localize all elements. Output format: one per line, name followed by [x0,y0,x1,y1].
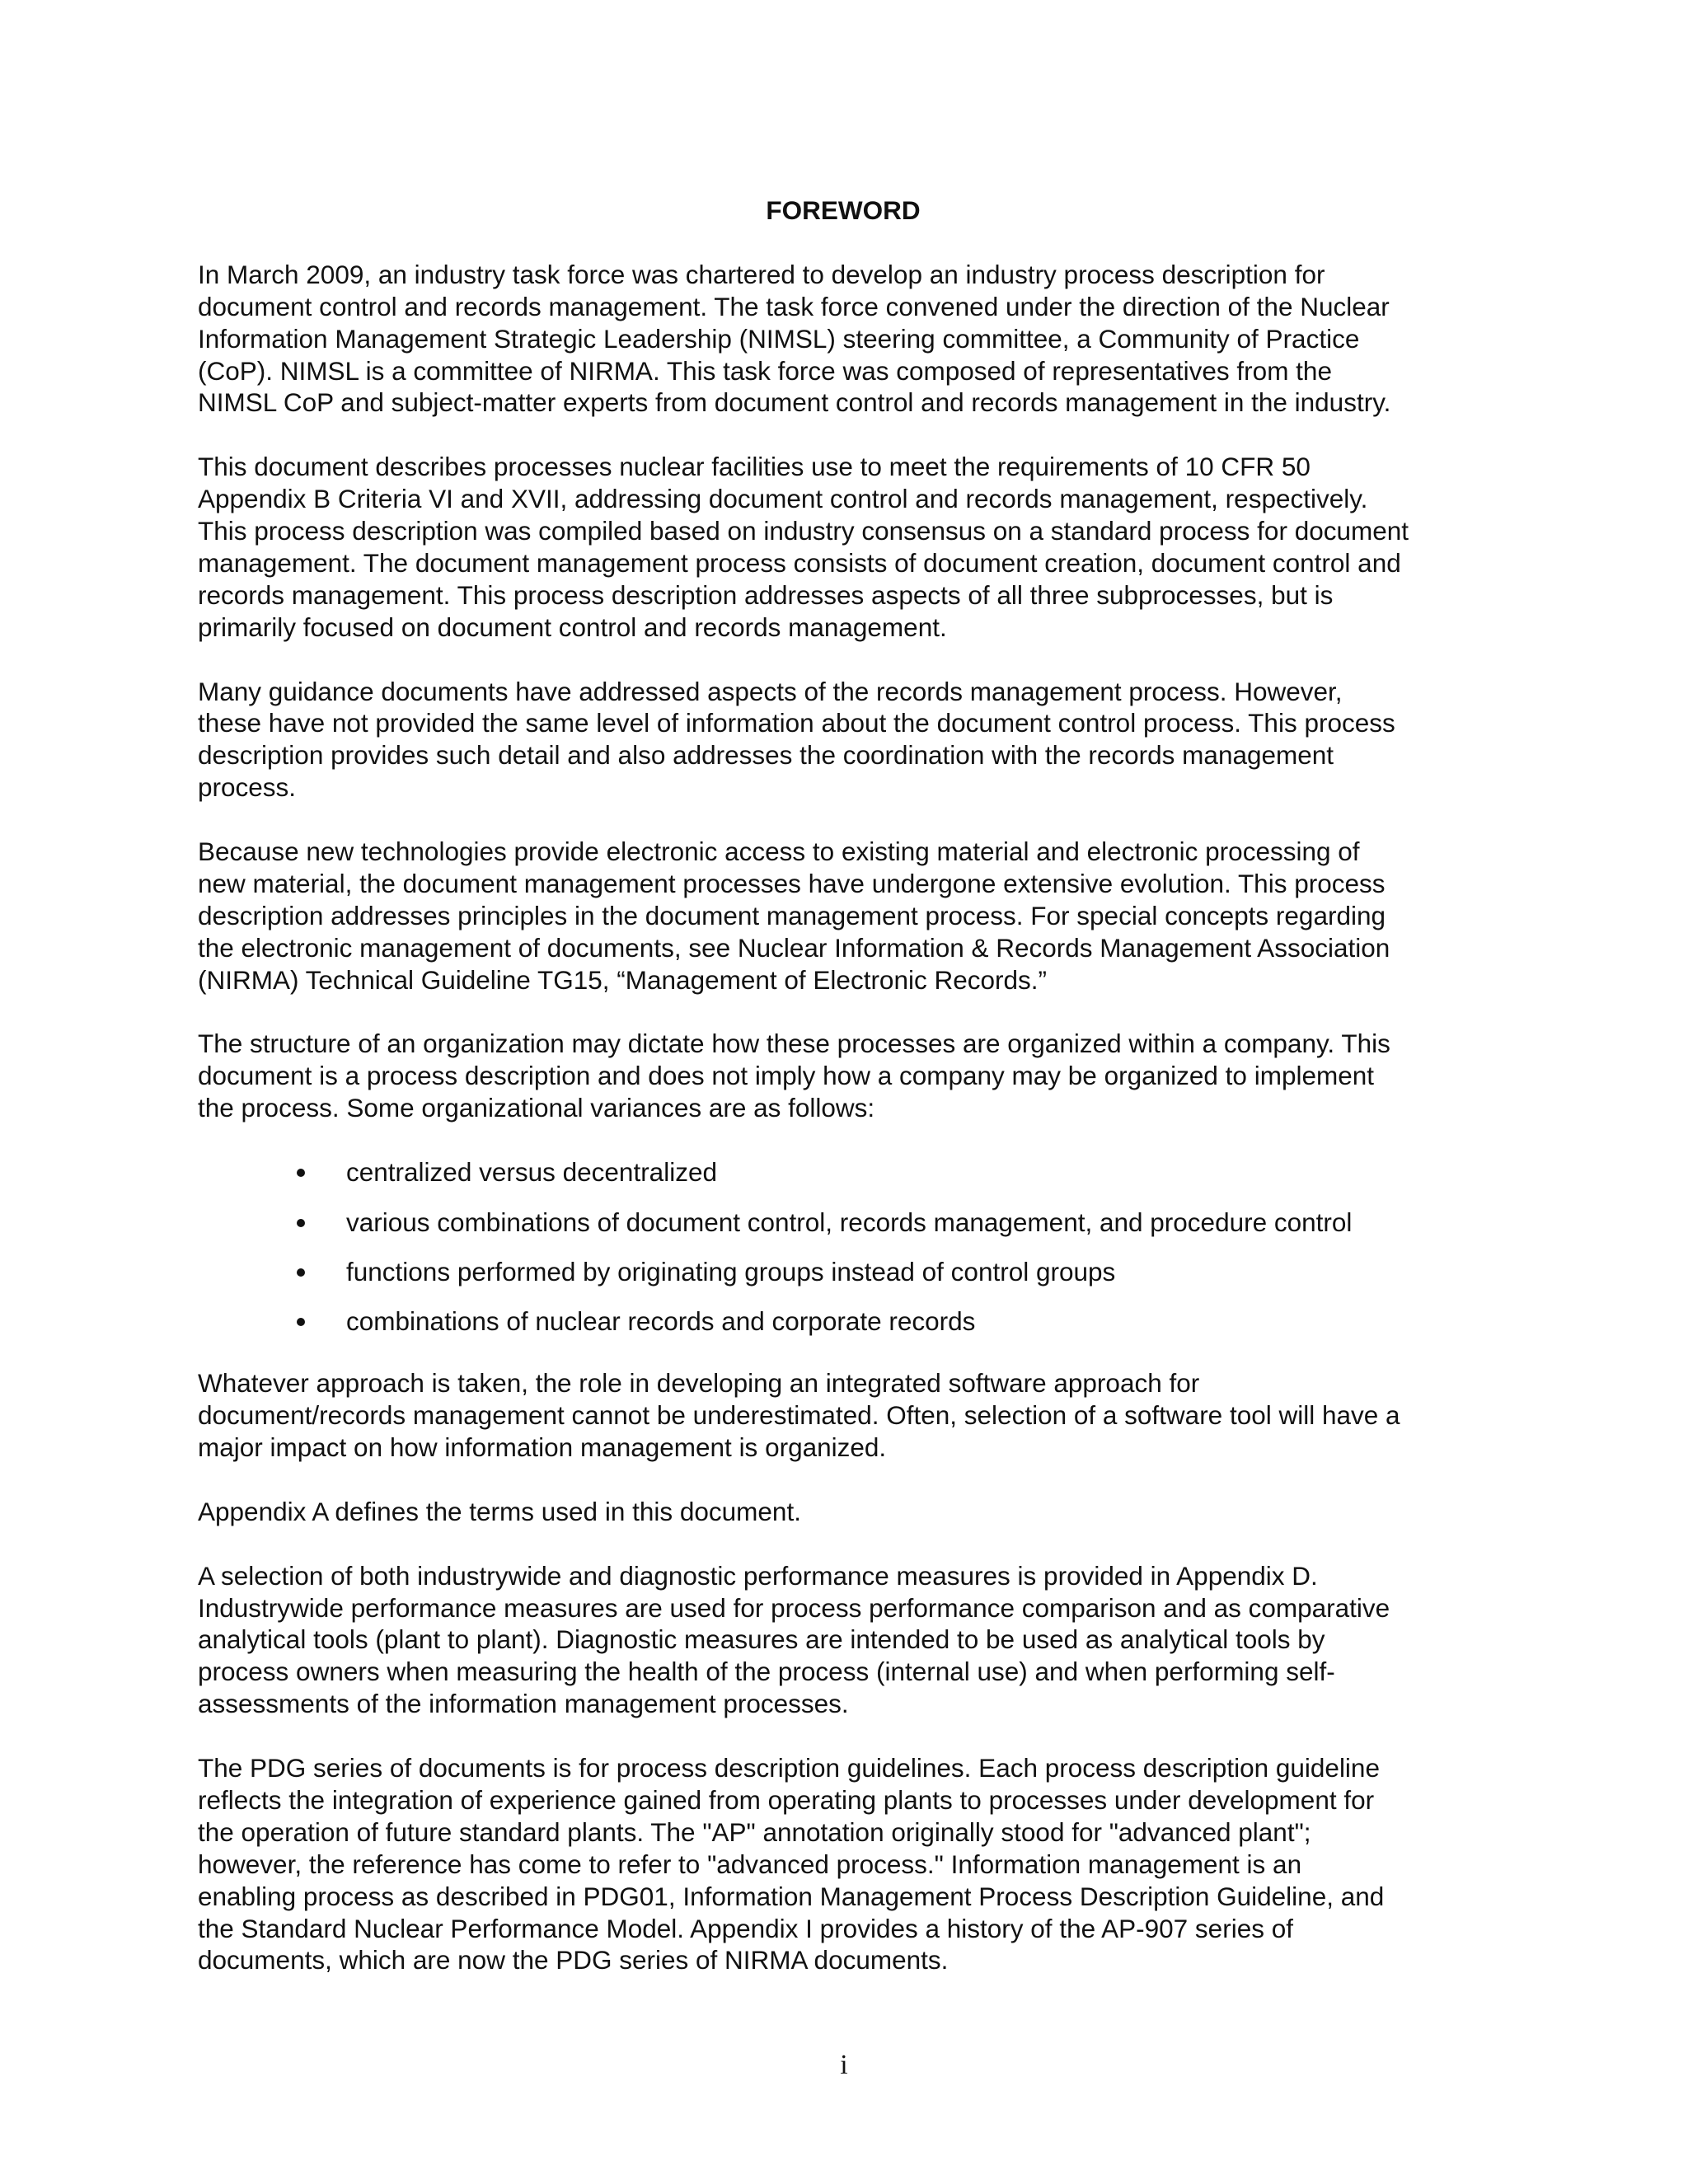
paragraph-guidance-documents [198,676,1488,804]
paragraph-line: NIMSL CoP and subject-matter experts from document control and records management in the industry. [198,387,1391,418]
list-item-text: centralized versus decentralized [346,1157,717,1188]
paragraph-line: document control and records management. The task force convened under the direction of the Nuclear [198,291,1390,321]
list-item-text: combinations of nuclear records and corporate records [346,1306,976,1337]
paragraph-line: The structure of an organization may dictate how these processes are organized within a company. This [198,1029,1390,1059]
paragraph-line: Appendix A defines the terms used in this document. [198,1496,801,1526]
paragraph-line: the process. Some organizational variances are as follows: [198,1093,875,1123]
paragraph-line: primarily focused on document control and records management. [198,612,947,642]
list-item [198,1256,1488,1288]
bullet-icon [297,1318,305,1326]
bullet-icon [297,1219,305,1227]
organizational-variances-list [198,1156,1488,1338]
paragraph-line: (NIRMA) Technical Guideline TG15, “Management of Electronic Records.” [198,964,1048,995]
paragraph-task-force [198,259,1488,419]
paragraph-line: these have not provided the same level of information about the document control process. This process [198,708,1395,738]
paragraph-pdg-series [198,1752,1488,1976]
page-title: FOREWORD [766,195,921,225]
paragraph-line: In March 2009, an industry task force was chartered to develop an industry process description for [198,259,1325,289]
paragraph-document-scope [198,451,1488,643]
paragraph-line: This document describes processes nuclear facilities use to meet the requirements of 10 CFR 50 [198,452,1311,482]
paragraph-line: assessments of the information management processes. [198,1689,849,1719]
paragraph-line: the Standard Nuclear Performance Model. Appendix I provides a history of the AP-907 series of [198,1913,1293,1943]
paragraph-line: reflects the integration of experience gained from operating plants to processes under development for [198,1784,1375,1815]
list-item [198,1156,1488,1188]
paragraph-line: Because new technologies provide electronic access to existing material and electronic processing of [198,837,1360,867]
paragraph-line: the operation of future standard plants. The "AP" annotation originally stood for "advanced plant"; [198,1816,1311,1847]
paragraph-line: records management. This process description addresses aspects of all three subprocesses, but is [198,579,1334,610]
paragraph-line: document is a process description and does not imply how a company may be organized to implement [198,1061,1375,1091]
paragraph-line: major impact on how information management is organized. [198,1432,887,1463]
paragraph-line: enabling process as described in PDG01, Information Management Process Description Guideline, and [198,1881,1385,1911]
list-item [198,1305,1488,1338]
paragraph-line: documents, which are now the PDG series of NIRMA documents. [198,1945,949,1975]
paragraph-line: The PDG series of documents is for process description guidelines. Each process description guideline [198,1753,1380,1783]
paragraph-line: analytical tools (plant to plant). Diagnostic measures are intended to be used as analytical tools by [198,1624,1325,1655]
bullet-icon [297,1268,305,1277]
paragraph-line: Industrywide performance measures are used for process performance comparison and as comparative [198,1592,1390,1623]
paragraph-line: Appendix B Criteria VI and XVII, addressing document control and records management, respectively. [198,484,1368,514]
paragraph-line: document/records management cannot be underestimated. Often, selection of a software tool will have a [198,1400,1400,1431]
paragraph-software-approach [198,1367,1488,1464]
paragraph-line: description addresses principles in the document management process. For special concepts regarding [198,900,1386,930]
paragraph-line: Information Management Strategic Leadership (NIMSL) steering committee, a Community of Practice [198,323,1360,354]
list-item-text: functions performed by originating groups instead of control groups [346,1256,1116,1286]
page-number: i [840,2050,848,2080]
paragraph-organization-structure [198,1028,1488,1124]
paragraph-line: Many guidance documents have addressed aspects of the records management process. However, [198,676,1343,706]
paragraph-line: description provides such detail and also addresses the coordination with the records management [198,740,1334,771]
list-item-text: various combinations of document control, records management, and procedure control [346,1207,1353,1237]
paragraph-line: process. [198,772,297,803]
paragraph-line: This process description was compiled based on industry consensus on a standard process for document [198,516,1409,546]
paragraph-line: however, the reference has come to refer to "advanced process." Information management is an [198,1849,1302,1879]
list-item [198,1207,1488,1239]
paragraph-performance-measures [198,1560,1488,1721]
paragraph-line: Whatever approach is taken, the role in developing an integrated software approach for [198,1368,1200,1399]
paragraph-line: A selection of both industrywide and diagnostic performance measures is provided in Appendix D. [198,1560,1318,1591]
paragraph-line: the electronic management of documents, see Nuclear Information & Records Management Association [198,932,1390,963]
paragraph-line: new material, the document management processes have undergone extensive evolution. This process [198,868,1386,898]
paragraph-line: management. The document management process consists of document creation, document control and [198,547,1401,578]
paragraph-line: process owners when measuring the health of the process (internal use) and when performing self- [198,1657,1335,1687]
paragraph-appendix-a [198,1496,1488,1528]
paragraph-new-technologies [198,836,1488,996]
bullet-icon [297,1169,305,1177]
paragraph-line: (CoP). NIMSL is a committee of NIRMA. This task force was composed of representatives from the [198,355,1332,386]
document-page [198,194,1488,2008]
